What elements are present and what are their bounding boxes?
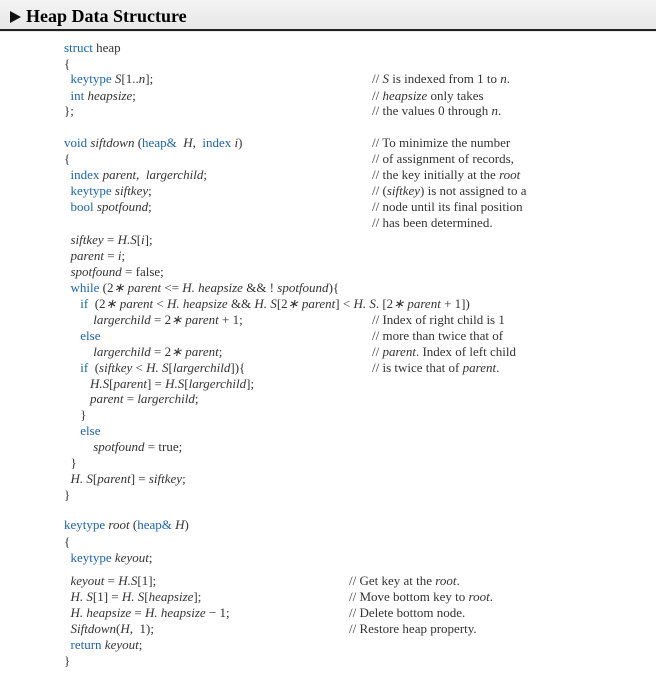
- text-token: =: [103, 232, 118, 247]
- identifier-token: n: [491, 103, 499, 118]
- text-token: .: [496, 360, 500, 375]
- text-token: ] =: [130, 471, 149, 486]
- code-comment: [372, 104, 501, 118]
- identifier-token: i: [117, 248, 122, 263]
- identifier-token: H. heapsize: [145, 605, 206, 620]
- text-token: ): [238, 135, 243, 150]
- identifier-token: H.S: [165, 376, 185, 391]
- keyword-token: if: [80, 360, 89, 375]
- text-token: //: [372, 344, 383, 359]
- text-token: heap: [92, 40, 121, 55]
- code-line: [64, 152, 70, 166]
- identifier-token: heapsize: [382, 88, 428, 103]
- code-comment: [372, 136, 510, 150]
- identifier-token: parent: [113, 376, 147, 391]
- text-token: . Index of left child: [415, 344, 516, 359]
- text-token: ) is not assigned to a: [420, 183, 527, 198]
- code-line: [64, 184, 152, 198]
- text-token: ];: [246, 376, 255, 391]
- text-token: (2: [99, 280, 114, 295]
- code-line: [64, 408, 87, 422]
- identifier-token: ∗: [105, 296, 117, 311]
- code-line: [64, 265, 164, 279]
- keyword-token: keytype: [70, 550, 112, 565]
- code-comment: [372, 168, 520, 182]
- text-token: ;: [121, 248, 126, 263]
- text-token: [: [136, 232, 142, 247]
- identifier-token: parent: [185, 344, 219, 359]
- code-line: [64, 638, 142, 652]
- code-line: [64, 72, 153, 86]
- text-token: [: [109, 376, 114, 391]
- identifier-token: spotfound: [96, 199, 149, 214]
- code-comment: [372, 184, 527, 198]
- code-line: [64, 329, 100, 343]
- identifier-token: ∗: [113, 280, 125, 295]
- identifier-token: root: [468, 589, 490, 604]
- slide-title-bar: [0, 0, 656, 32]
- identifier-token: H.S: [90, 376, 110, 391]
- text-token: ,: [136, 167, 146, 182]
- code-line: [64, 104, 74, 118]
- text-token: [64, 312, 93, 327]
- text-token: ];: [145, 71, 154, 86]
- keyword-token: heap&: [142, 135, 177, 150]
- text-token: &&: [227, 296, 255, 311]
- text-token: =: [131, 605, 146, 620]
- text-token: ] =: [146, 376, 166, 391]
- identifier-token: ∗: [171, 312, 183, 327]
- keyword-token: index: [70, 167, 100, 182]
- text-token: = 2: [150, 312, 172, 327]
- code-line: [64, 57, 70, 71]
- text-token: }: [64, 487, 71, 502]
- text-token: // is twice that of: [372, 360, 463, 375]
- code-line: [64, 488, 70, 502]
- text-token: = true;: [144, 439, 183, 454]
- code-line: [64, 361, 245, 375]
- identifier-token: keyout: [104, 637, 139, 652]
- code-line: [64, 41, 121, 55]
- identifier-token: parent: [462, 360, 497, 375]
- identifier-token: H.S: [118, 573, 138, 588]
- code-line: [64, 574, 156, 588]
- code-line: [64, 168, 207, 182]
- code-line: [64, 377, 254, 391]
- identifier-token: parent: [185, 312, 219, 327]
- text-token: (: [134, 135, 143, 150]
- identifier-token: H. S: [121, 589, 145, 604]
- text-token: , 1);: [129, 621, 154, 636]
- code-line: [64, 313, 243, 327]
- text-token: ;: [218, 344, 223, 359]
- identifier-token: siftkey: [70, 232, 104, 247]
- code-line: [64, 249, 125, 263]
- identifier-token: largerchild: [172, 360, 231, 375]
- code-comment: [372, 216, 493, 230]
- identifier-token: heapsize: [87, 88, 133, 103]
- identifier-token: H.S: [117, 232, 137, 247]
- identifier-token: H. S: [70, 589, 93, 604]
- bullet-triangle-icon: [10, 11, 21, 23]
- text-token: .: [489, 589, 493, 604]
- text-token: }: [64, 653, 71, 668]
- text-token: [: [144, 589, 149, 604]
- text-token: ){: [328, 280, 340, 295]
- keyword-token: bool: [70, 199, 94, 214]
- identifier-token: siftkey: [114, 183, 149, 198]
- text-token: // Delete bottom node.: [349, 605, 466, 620]
- text-token: only takes: [427, 88, 484, 103]
- code-line: [64, 281, 339, 295]
- text-token: {: [64, 151, 71, 166]
- text-token: // more than twice that of: [372, 328, 504, 343]
- text-token: <=: [161, 280, 183, 295]
- identifier-token: H: [175, 517, 185, 532]
- title-underline: [0, 29, 656, 31]
- code-comment: [372, 345, 516, 359]
- text-token: && !: [242, 280, 278, 295]
- keyword-token: heap&: [137, 517, 172, 532]
- identifier-token: siftkey: [148, 471, 183, 486]
- code-line: [64, 456, 77, 470]
- text-token: ];: [144, 232, 153, 247]
- identifier-token: parent: [127, 280, 162, 295]
- text-token: <: [153, 296, 168, 311]
- text-token: [: [92, 471, 98, 486]
- text-token: [1..: [121, 71, 139, 86]
- code-line: [64, 89, 136, 103]
- keyword-token: void: [64, 135, 88, 150]
- code-comment: [349, 590, 493, 604]
- text-token: .: [498, 103, 502, 118]
- code-line: [64, 424, 100, 438]
- text-token: is indexed from 1 to: [388, 71, 501, 86]
- text-token: ;: [203, 167, 208, 182]
- keyword-token: else: [80, 423, 101, 438]
- identifier-token: largerchild: [93, 344, 151, 359]
- identifier-token: parent: [301, 296, 336, 311]
- code-comment: [372, 152, 514, 166]
- identifier-token: H: [183, 135, 193, 150]
- text-token: [64, 439, 93, 454]
- identifier-token: spotfound: [93, 439, 145, 454]
- text-token: + 1]): [440, 296, 470, 311]
- text-token: [64, 391, 90, 406]
- text-token: [: [184, 376, 189, 391]
- identifier-token: root: [435, 573, 457, 588]
- identifier-token: largerchild: [93, 312, 151, 327]
- code-line: [64, 440, 182, 454]
- identifier-token: ∗: [393, 296, 405, 311]
- code-comment: [372, 89, 484, 103]
- identifier-token: H: [120, 621, 130, 636]
- identifier-token: siftkey: [386, 183, 421, 198]
- text-token: ;: [138, 637, 143, 652]
- text-token: . [2: [375, 296, 394, 311]
- identifier-token: Siftdown: [70, 621, 117, 636]
- text-token: ;: [194, 391, 199, 406]
- text-token: [64, 296, 80, 311]
- identifier-token: siftdown: [90, 135, 135, 150]
- identifier-token: n: [500, 71, 507, 86]
- text-token: + 1;: [218, 312, 243, 327]
- text-token: {: [64, 534, 71, 549]
- identifier-token: parent: [382, 344, 416, 359]
- text-token: // To minimize the number: [372, 135, 511, 150]
- identifier-token: keyout: [70, 573, 105, 588]
- code-line: [64, 233, 153, 247]
- code-comment: [372, 200, 523, 214]
- code-line: [64, 297, 470, 311]
- code-line: [64, 551, 152, 565]
- identifier-token: i: [141, 232, 145, 247]
- identifier-token: H. heapsize: [167, 296, 228, 311]
- text-token: ): [184, 517, 189, 532]
- identifier-token: root: [499, 167, 521, 182]
- text-token: };: [64, 103, 74, 118]
- code-line: [64, 518, 189, 532]
- text-token: = 2: [150, 344, 172, 359]
- text-token: (: [116, 621, 121, 636]
- identifier-token: root: [108, 517, 130, 532]
- code-line: [64, 200, 152, 214]
- text-token: // Restore heap property.: [349, 621, 477, 636]
- text-token: (2: [88, 296, 106, 311]
- identifier-token: heapsize: [148, 589, 194, 604]
- text-token: {: [64, 56, 71, 71]
- keyword-token: int: [70, 88, 85, 103]
- identifier-token: H. S: [353, 296, 376, 311]
- identifier-token: spotfound: [277, 280, 329, 295]
- text-token: ;: [148, 183, 152, 198]
- code-line: [64, 535, 70, 549]
- identifier-token: H. S: [70, 471, 93, 486]
- text-token: =: [103, 248, 118, 263]
- identifier-token: ∗: [171, 344, 183, 359]
- identifier-token: H. S: [146, 360, 169, 375]
- code-comment: [349, 606, 465, 620]
- text-token: // the key initially at the: [372, 167, 500, 182]
- keyword-token: if: [80, 296, 89, 311]
- keyword-token: struct: [64, 40, 93, 55]
- keyword-token: index: [202, 135, 232, 150]
- text-token: =: [123, 391, 138, 406]
- keyword-token: keytype: [70, 71, 112, 86]
- code-comment: [372, 361, 499, 375]
- identifier-token: i: [234, 135, 239, 150]
- text-token: // (: [372, 183, 387, 198]
- text-token: [64, 360, 80, 375]
- identifier-token: parent: [407, 296, 441, 311]
- code-comment: [349, 622, 477, 636]
- text-token: = false;: [121, 264, 164, 279]
- keyword-token: while: [70, 280, 100, 295]
- text-token: (: [129, 517, 138, 532]
- text-token: // the values 0 through: [372, 103, 492, 118]
- text-token: // has been determined.: [372, 215, 493, 230]
- code-line: [64, 622, 154, 636]
- identifier-token: siftkey: [99, 360, 133, 375]
- text-token: − 1;: [205, 605, 230, 620]
- code-line: [64, 136, 242, 150]
- text-token: //: [372, 71, 383, 86]
- identifier-token: largerchild: [145, 167, 204, 182]
- text-token: [64, 344, 93, 359]
- text-token: // node until its final position: [372, 199, 523, 214]
- text-token: .: [506, 71, 510, 86]
- slide-title: Heap Data Structure: [26, 6, 187, 26]
- text-token: }: [64, 455, 77, 470]
- identifier-token: parent: [102, 167, 137, 182]
- text-token: }: [64, 407, 87, 422]
- text-token: ,: [192, 135, 203, 150]
- identifier-token: n: [138, 71, 146, 86]
- text-token: ;: [148, 550, 153, 565]
- identifier-token: parent: [90, 391, 124, 406]
- code-line: [64, 606, 230, 620]
- keyword-token: else: [80, 328, 101, 343]
- identifier-token: S: [382, 71, 389, 86]
- text-token: [2: [276, 296, 288, 311]
- code-line: [64, 590, 201, 604]
- text-token: [: [168, 360, 173, 375]
- text-token: .: [456, 573, 460, 588]
- text-token: [1] =: [92, 589, 122, 604]
- identifier-token: ∗: [287, 296, 299, 311]
- text-token: // Get key at the: [349, 573, 436, 588]
- text-token: [1];: [137, 573, 157, 588]
- identifier-token: H. heapsize: [70, 605, 132, 620]
- identifier-token: H. S: [254, 296, 277, 311]
- identifier-token: S: [114, 71, 122, 86]
- identifier-token: largerchild: [137, 391, 195, 406]
- text-token: ;: [132, 88, 136, 103]
- code-line: [64, 345, 222, 359]
- text-token: [64, 423, 80, 438]
- identifier-token: parent: [119, 296, 154, 311]
- keyword-token: return: [70, 637, 102, 652]
- keyword-token: keytype: [64, 517, 106, 532]
- text-token: [64, 328, 80, 343]
- text-token: ;: [182, 471, 186, 486]
- text-token: ] <: [335, 296, 354, 311]
- identifier-token: largerchild: [188, 376, 247, 391]
- identifier-token: H. heapsize: [182, 280, 243, 295]
- identifier-token: spotfound: [70, 264, 122, 279]
- text-token: // of assignment of records,: [372, 151, 514, 166]
- code-comment: [372, 313, 505, 327]
- text-token: //: [372, 88, 383, 103]
- text-token: // Index of right child is 1: [372, 312, 505, 327]
- identifier-token: parent: [97, 471, 131, 486]
- text-token: ]){: [230, 360, 246, 375]
- text-token: =: [104, 573, 119, 588]
- code-comment: [349, 574, 460, 588]
- code-line: [64, 472, 186, 486]
- text-token: // Move bottom key to: [349, 589, 469, 604]
- keyword-token: keytype: [70, 183, 112, 198]
- code-line: [64, 392, 198, 406]
- text-token: <: [132, 360, 147, 375]
- code-line: [64, 654, 70, 668]
- text-token: ];: [193, 589, 202, 604]
- identifier-token: keyout: [114, 550, 149, 565]
- text-token: ;: [148, 199, 152, 214]
- text-token: (: [88, 360, 100, 375]
- identifier-token: parent: [70, 248, 104, 263]
- code-comment: [372, 72, 510, 86]
- text-token: [64, 376, 90, 391]
- code-comment: [372, 329, 503, 343]
